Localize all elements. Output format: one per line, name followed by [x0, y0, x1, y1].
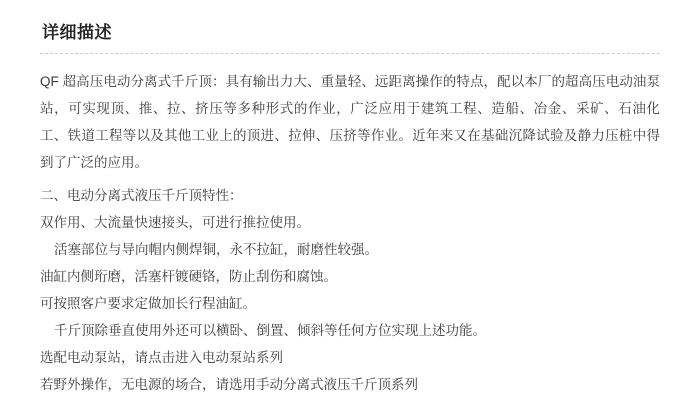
manual-series-note: [40, 371, 660, 398]
features-list: [40, 209, 660, 344]
manual-series-note-text[interactable]: 若野外操作，无电源的场合，请选用手动分离式液压千斤顶系列: [40, 377, 418, 392]
title-divider: [40, 53, 660, 54]
description-paragraph-1: QF 超高压电动分离式千斤顶：具有输出力大、重量轻、远距离操作的特点，配以本厂的超高压电动油泵站，可实现顶、推、拉、挤压等多种形式的作业，广泛应用于建筑工程、造船、冶金、采矿、石油化工、铁道工程等以及其他工业上的顶进、拉伸、压挤等作业。近年来又在基础沉降试验及静力压桩中得到了广泛的应用。: [40, 74, 660, 170]
list-item: 活塞部位与导向帽内侧焊铜，永不拉缸，耐磨性较强。: [54, 242, 378, 257]
description-body: [40, 68, 660, 398]
list-item: 可按照客户要求定做加长行程油缸。: [40, 296, 256, 311]
list-item: 千斤顶除垂直使用外还可以横卧、倒置、倾斜等任何方位实现上述功能。: [54, 323, 486, 338]
pump-series-note: [40, 344, 660, 371]
pump-series-note-text[interactable]: 选配电动泵站，请点击进入电动泵站系列: [40, 350, 283, 365]
list-item: 双作用、大流量快速接头，可进行推拉使用。: [40, 215, 310, 230]
features-subheading: 二、电动分离式液压千斤顶特性：: [40, 188, 243, 203]
page-title: 详细描述: [42, 23, 112, 42]
list-item: 油缸内侧珩磨，活塞杆镀硬铬，防止刮伤和腐蚀。: [40, 269, 337, 284]
